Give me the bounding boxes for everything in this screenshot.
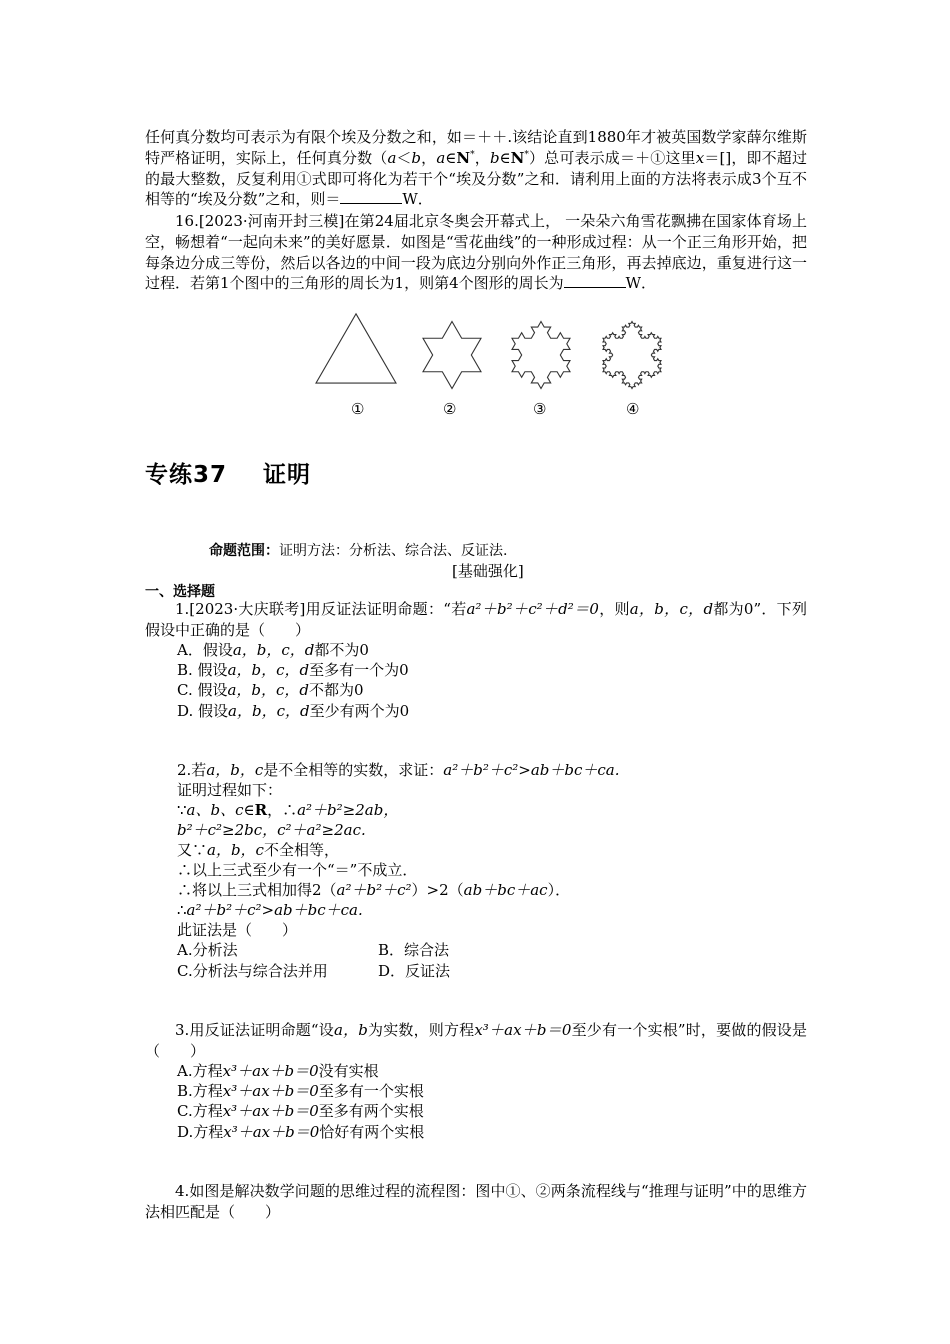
question-16: 16.[2023·河南开封三模]在第24届北京冬奥会开幕式上， 一朵朵六角雪花飘拂在国家体育场上空，畅想着“一起向未来”的美好愿景．如图是“雪花曲线”的一种形成过程：从一个正三角形开始，把每条边分成三等份，然后以各边的中间一段为底边分别向外作正三角形，再去掉底边，重复进行这一过程．若第1个图中的三角形的周长为1，则第4个图形的周长为 W． bbox=[145, 212, 807, 293]
q2-proof-step-2: b²＋c²≥2bc，c²＋a²≥2ac. bbox=[177, 821, 366, 839]
question-3: 3.用反证法证明命题“设a，b为实数，则方程x³＋ax＋b＝0至少有一个实根”时，要做的假设是（ ） bbox=[145, 1021, 807, 1060]
answer-blank-16 bbox=[564, 273, 626, 288]
question-2: 2.若a，b，c是不全相等的实数，求证：a²＋b²＋c²>ab＋bc＋ca. bbox=[177, 761, 620, 779]
q2-option-c[interactable]: C.分析法与综合法并用 bbox=[177, 962, 328, 980]
question-1: 1.[2023·大庆联考]用反证法证明命题：“若a²＋b²＋c²＋d²＝0，则a，b，c，d都为0”．下列假设中正确的是（ ） bbox=[145, 600, 807, 639]
q2-proof-intro: 证明过程如下： bbox=[177, 781, 283, 799]
figure-label-1: ① bbox=[351, 400, 365, 418]
snowflake-figure-4 bbox=[603, 322, 661, 389]
q3-option-c[interactable]: C.方程x³＋ax＋b＝0至多有两个实根 bbox=[177, 1102, 424, 1120]
q1-option-d[interactable]: D. 假设a，b，c，d至少有两个为0 bbox=[177, 702, 410, 720]
q1-option-b[interactable]: B. 假设a，b，c，d至多有一个为0 bbox=[177, 661, 409, 679]
answer-blank-15 bbox=[340, 189, 402, 204]
q2-proof-step-6: ∴a²＋b²＋c²>ab＋bc＋ca. bbox=[177, 901, 363, 919]
q3-option-a[interactable]: A.方程x³＋ax＋b＝0没有实根 bbox=[177, 1062, 379, 1080]
q2-option-b[interactable]: B．综合法 bbox=[378, 941, 450, 959]
q1-option-c[interactable]: C. 假设a，b，c，d不都为0 bbox=[177, 681, 364, 699]
egyptian-fraction-paragraph: 任何真分数均可表示为有限个埃及分数之和，如＝＋＋.该结论直到1880年才被英国数学家薛尔维斯特严格证明，实际上，任何真分数（a＜b，a∈N*，b∈N*）总可表示成＝＋①这里x＝[]，即不超过的最大整数，反复利用①式即可将化为若干个“埃及分数”之和．请利用上面的方法将表示成3个互不相等的“埃及分数”之和，则＝ W． bbox=[145, 128, 807, 209]
basic-strengthening-label: [基础强化] bbox=[452, 562, 524, 580]
q2-proof-step-5: ∴将以上三式相加得2（a²＋b²＋c²）>2（ab＋bc＋ac）． bbox=[177, 881, 571, 899]
q2-question: 此证法是（ ） bbox=[177, 921, 298, 939]
q3-option-b[interactable]: B.方程x³＋ax＋b＝0至多有一个实根 bbox=[177, 1082, 424, 1100]
section-heading: 专练37 证明 bbox=[145, 462, 312, 488]
figure-label-4: ④ bbox=[626, 400, 640, 418]
figure-label-2: ② bbox=[443, 400, 457, 418]
multiple-choice-section-title: 一、选择题 bbox=[145, 584, 215, 600]
q2-proof-step-3: 又∵a，b，c不全相等， bbox=[177, 841, 339, 859]
snowflake-figure-2 bbox=[423, 322, 481, 389]
q2-proof-step-4: ∴以上三式至少有一个“＝”不成立． bbox=[177, 861, 418, 879]
snowflake-figure-1 bbox=[316, 314, 396, 383]
question-4: 4.如图是解决数学问题的思维过程的流程图：图中①、②两条流程线与“推理与证明”中的思维方法相匹配是（ ） bbox=[145, 1182, 807, 1221]
figure-label-3: ③ bbox=[533, 400, 547, 418]
q2-proof-step-1: ∵a、b、c∈R，∴a²＋b²≥2ab， bbox=[177, 801, 399, 819]
q3-option-d[interactable]: D.方程x³＋ax＋b＝0恰好有两个实根 bbox=[177, 1123, 425, 1141]
q2-option-d[interactable]: D．反证法 bbox=[378, 962, 451, 980]
q1-option-a[interactable]: A．假设a，b，c，d都不为0 bbox=[177, 641, 369, 659]
q2-option-a[interactable]: A.分析法 bbox=[177, 941, 238, 959]
topic-scope: 命题范围：证明方法：分析法、综合法、反证法. bbox=[209, 543, 508, 559]
snowflake-figure-3 bbox=[512, 322, 570, 389]
